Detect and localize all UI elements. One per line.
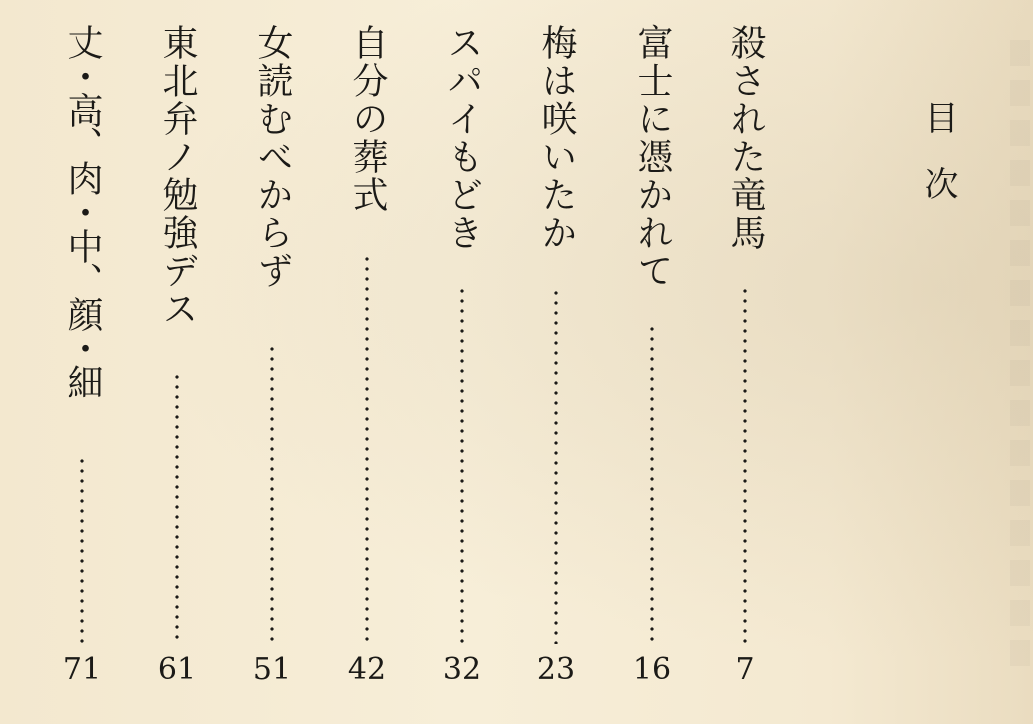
entry-title: 東北弁ノ勉強デス: [157, 24, 198, 328]
dot-leader: [80, 456, 84, 644]
entry-title: 丈・高、肉・中、顔・細: [62, 24, 103, 398]
entry-page-number: 16: [632, 652, 672, 687]
dot-leader: [554, 288, 558, 644]
entry-title: 富士に憑かれて: [632, 24, 673, 290]
entry-title: 梅は咲いたか: [536, 24, 577, 252]
entry-title: スパイもどき: [442, 24, 483, 252]
toc-entry[interactable]: [627, 24, 677, 704]
toc-entry[interactable]: [152, 24, 202, 704]
entry-title: 殺された竜馬: [725, 24, 766, 252]
dot-leader: [743, 286, 747, 644]
toc-entry[interactable]: [57, 24, 107, 704]
entry-title: 自分の葬式: [347, 24, 388, 214]
toc-entry[interactable]: [247, 24, 297, 704]
bleed-through-text: [1010, 40, 1030, 680]
dot-leader: [270, 344, 274, 644]
toc-entry[interactable]: [437, 24, 487, 704]
entry-page-number: 32: [442, 652, 482, 687]
entry-page-number: 61: [157, 652, 197, 687]
dot-leader: [650, 324, 654, 644]
entry-page-number: 51: [252, 652, 292, 687]
dot-leader: [365, 254, 369, 644]
dot-leader: [175, 372, 179, 644]
entry-page-number: 71: [62, 652, 102, 687]
entry-page-number: 23: [536, 652, 576, 687]
entry-title: 女読むべからず: [252, 24, 293, 290]
toc-entry[interactable]: [720, 24, 770, 704]
entry-page-number: 7: [735, 652, 755, 687]
dot-leader: [460, 286, 464, 644]
toc-entry[interactable]: [342, 24, 392, 704]
toc-heading: 目次: [918, 100, 958, 232]
entry-page-number: 42: [347, 652, 387, 687]
toc-entry[interactable]: [531, 24, 581, 704]
